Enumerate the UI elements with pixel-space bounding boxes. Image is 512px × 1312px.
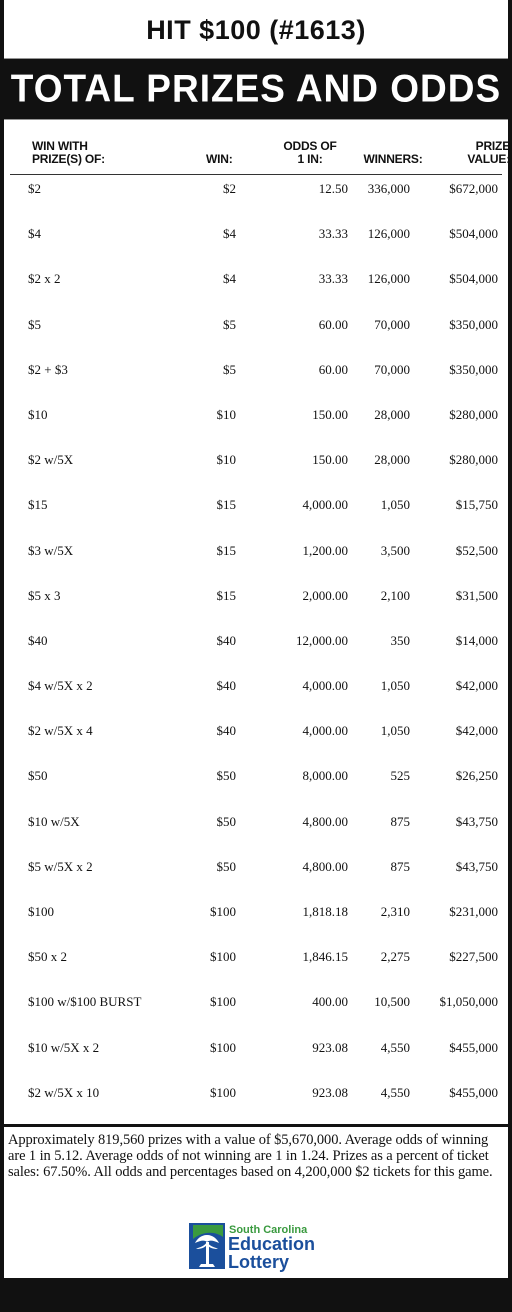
winners-cell: 875 [390, 858, 410, 874]
header-prize: WIN WITH PRIZE(S) OF: [32, 139, 105, 166]
odds-cell: 33.33 [318, 271, 348, 287]
table-row [4, 943, 508, 988]
winners-cell: 126,000 [367, 226, 410, 242]
palmetto-logo-icon [189, 1221, 339, 1273]
table-row [4, 717, 508, 762]
win-cell: $4 [223, 271, 236, 287]
odds-cell: 12.50 [318, 181, 348, 196]
table-row [4, 1079, 508, 1124]
winners-cell: 28,000 [374, 406, 410, 422]
table-row [4, 311, 508, 356]
win-cell: $10 [216, 452, 236, 468]
prize-cell: $10 w/5X [28, 813, 80, 829]
winners-cell: 10,500 [374, 994, 410, 1010]
win-cell: $100 [210, 994, 236, 1010]
prize-value-cell: $350,000 [449, 316, 498, 332]
prize-value-cell: $231,000 [449, 904, 498, 919]
odds-cell: 1,200.00 [302, 542, 348, 558]
odds-cell: 12,000.00 [296, 632, 348, 648]
prize-value-cell: $42,000 [455, 678, 498, 694]
prize-cell: $2 + $3 [28, 361, 68, 377]
winners-cell: 126,000 [367, 271, 410, 287]
header-winners: WINNERS: [363, 152, 423, 166]
bottom-bar [4, 1278, 508, 1312]
win-cell: $40 [216, 723, 236, 739]
odds-cell: 4,800.00 [302, 813, 348, 829]
prize-cell: $100 [28, 904, 54, 919]
prize-value-cell: $43,750 [455, 813, 498, 829]
table-row [4, 988, 508, 1033]
winners-cell: 1,050 [380, 723, 410, 739]
prize-cell: $10 w/5X x 2 [28, 1039, 100, 1055]
logo-line2: Education [228, 1234, 316, 1254]
odds-cell: 4,800.00 [302, 858, 348, 874]
footnote: Approximately 819,560 prizes with a value of $5,670,000. Average odds of winning are 1 in 5.12. Average odds of not winning are 1 in 1.24. Prizes as a percent of ticket sales: 67.50%. All odds and percentages based on 4,200,000 $2 tickets for this game. [8, 1131, 493, 1180]
winners-cell: 1,050 [380, 497, 410, 513]
prize-value-cell: $504,000 [449, 226, 498, 242]
winners-cell: 336,000 [367, 181, 410, 196]
prize-cell: $4 [28, 226, 41, 242]
table-row [4, 446, 508, 491]
winners-cell: 4,550 [380, 1039, 410, 1055]
winners-cell: 70,000 [374, 361, 410, 377]
prize-cell: $2 w/5X [28, 452, 74, 468]
prize-cell: $2 x 2 [28, 271, 61, 287]
prize-value-cell: $455,000 [449, 1084, 498, 1100]
winners-cell: 2,310 [380, 904, 410, 919]
header-prize-value: PRIZE VALUE: [467, 139, 510, 166]
prize-value-cell: $280,000 [449, 452, 498, 468]
odds-cell: 60.00 [318, 316, 348, 332]
table-header [10, 118, 510, 175]
odds-cell: 2,000.00 [302, 587, 348, 603]
prize-value-cell: $504,000 [449, 271, 498, 287]
prize-cell: $4 w/5X x 2 [28, 678, 93, 694]
logo-line1: South Carolina [229, 1224, 308, 1236]
winners-cell: 875 [390, 813, 410, 829]
table-row [4, 582, 508, 627]
odds-cell: 400.00 [312, 994, 348, 1010]
table-row [4, 672, 508, 717]
prize-cell: $2 [28, 181, 41, 196]
odds-cell: 1,818.18 [302, 904, 348, 919]
prize-cell: $50 x 2 [28, 949, 67, 965]
prize-value-cell: $280,000 [449, 406, 498, 422]
prize-cell: $3 w/5X [28, 542, 74, 558]
prize-table [4, 175, 508, 1124]
prize-cell: $100 w/$100 BURST [28, 994, 142, 1010]
table-row [4, 537, 508, 582]
header-win: WIN: [206, 152, 233, 166]
table-row [4, 853, 508, 898]
table-row [4, 401, 508, 446]
win-cell: $15 [216, 587, 236, 603]
win-cell: $5 [223, 316, 236, 332]
section-banner: TOTAL PRIZES AND ODDS [4, 59, 508, 120]
prize-cell: $5 w/5X x 2 [28, 858, 93, 874]
win-cell: $15 [216, 497, 236, 513]
win-cell: $100 [210, 949, 236, 965]
odds-cell: 8,000.00 [302, 768, 348, 784]
win-cell: $40 [216, 678, 236, 694]
lottery-logo [189, 1221, 339, 1273]
winners-cell: 3,500 [380, 542, 410, 558]
prize-value-cell: $43,750 [455, 858, 498, 874]
prize-value-cell: $1,050,000 [439, 994, 498, 1010]
prize-value-cell: $31,500 [455, 587, 498, 603]
odds-cell: 33.33 [318, 226, 348, 242]
table-row [4, 265, 508, 310]
win-cell: $2 [223, 181, 236, 196]
prize-cell: $15 [28, 497, 48, 513]
winners-cell: 350 [390, 632, 410, 648]
prize-cell: $5 x 3 [28, 587, 61, 603]
winners-cell: 70,000 [374, 316, 410, 332]
win-cell: $15 [216, 542, 236, 558]
odds-cell: 4,000.00 [302, 497, 348, 513]
prize-cell: $2 w/5X x 10 [28, 1084, 100, 1100]
odds-cell: 1,846.15 [302, 949, 348, 965]
win-cell: $100 [210, 904, 236, 919]
prize-cell: $2 w/5X x 4 [28, 723, 93, 739]
prize-value-cell: $455,000 [449, 1039, 498, 1055]
header-odds: ODDS OF 1 IN: [283, 139, 337, 166]
odds-cell: 150.00 [312, 406, 348, 422]
prize-cell: $50 [28, 768, 48, 784]
win-cell: $50 [216, 858, 236, 874]
win-cell: $40 [216, 632, 236, 648]
prize-cell: $40 [28, 632, 48, 648]
prize-value-cell: $15,750 [455, 497, 498, 513]
odds-cell: 4,000.00 [302, 723, 348, 739]
table-row [4, 762, 508, 807]
win-cell: $100 [210, 1039, 236, 1055]
prize-cell: $5 [28, 316, 41, 332]
game-title: HIT $100 (#1613) [146, 14, 366, 45]
prize-value-cell: $42,000 [455, 723, 498, 739]
logo-line3: Lottery [228, 1252, 290, 1272]
prize-value-cell: $350,000 [449, 361, 498, 377]
win-cell: $50 [216, 813, 236, 829]
winners-cell: 2,275 [380, 949, 410, 965]
win-cell: $4 [223, 226, 236, 242]
winners-cell: 525 [390, 768, 410, 784]
odds-cell: 150.00 [312, 452, 348, 468]
odds-cell: 923.08 [312, 1084, 348, 1100]
table-row [4, 627, 508, 672]
prize-value-cell: $672,000 [449, 181, 498, 196]
prize-value-cell: $52,500 [455, 542, 498, 558]
winners-cell: 2,100 [380, 587, 410, 603]
prize-cell: $10 [28, 406, 48, 422]
prize-value-cell: $14,000 [455, 632, 498, 648]
table-row [4, 220, 508, 265]
prize-value-cell: $26,250 [455, 768, 498, 784]
odds-cell: 60.00 [318, 361, 348, 377]
table-row [4, 898, 508, 943]
win-cell: $10 [216, 406, 236, 422]
winners-cell: 28,000 [374, 452, 410, 468]
win-cell: $5 [223, 361, 236, 377]
table-row [4, 356, 508, 401]
winners-cell: 4,550 [380, 1084, 410, 1100]
win-cell: $50 [216, 768, 236, 784]
table-row [4, 491, 508, 536]
table-row [4, 808, 508, 853]
odds-cell: 923.08 [312, 1039, 348, 1055]
table-row [4, 1034, 508, 1079]
table-row [4, 175, 508, 220]
odds-cell: 4,000.00 [302, 678, 348, 694]
winners-cell: 1,050 [380, 678, 410, 694]
prize-value-cell: $227,500 [449, 949, 498, 965]
win-cell: $100 [210, 1084, 236, 1100]
